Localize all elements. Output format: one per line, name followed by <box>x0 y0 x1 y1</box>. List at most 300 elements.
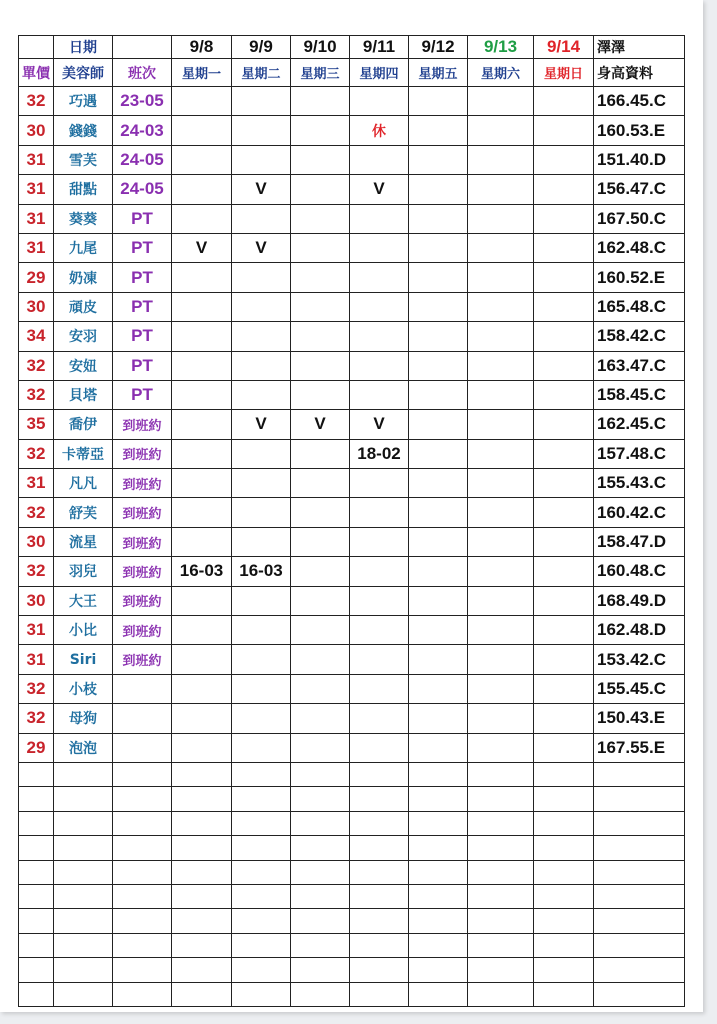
height-cell: 167.50.C <box>594 204 685 233</box>
empty-cell <box>594 933 685 957</box>
empty-cell <box>291 909 350 933</box>
empty-cell <box>232 933 291 957</box>
day-cell <box>172 145 232 174</box>
date-cell: 9/9 <box>232 36 291 59</box>
empty-cell <box>19 982 54 1006</box>
day-cell: V <box>172 233 232 262</box>
day-cell <box>534 116 594 145</box>
day-cell <box>468 616 534 645</box>
empty-cell <box>350 860 409 884</box>
empty-cell <box>350 836 409 860</box>
day-cell <box>534 733 594 762</box>
table-row <box>19 733 685 762</box>
stylist-name-cell: 頑皮 <box>54 292 113 321</box>
price-cell: 31 <box>19 175 54 204</box>
day-cell <box>350 704 409 733</box>
date-header-row <box>19 36 685 59</box>
day-cell <box>468 116 534 145</box>
empty-cell <box>534 811 594 835</box>
empty-cell <box>172 836 232 860</box>
shift-cell: 到班約 <box>113 439 172 468</box>
empty-cell <box>594 762 685 786</box>
day-cell <box>534 292 594 321</box>
empty-cell <box>350 811 409 835</box>
empty-cell <box>19 762 54 786</box>
day-cell <box>291 557 350 586</box>
empty-cell <box>468 933 534 957</box>
day-cell <box>350 351 409 380</box>
day-cell <box>291 175 350 204</box>
stylist-name-cell: 母狗 <box>54 704 113 733</box>
day-cell <box>468 674 534 703</box>
empty-cell <box>468 884 534 908</box>
price-cell: 32 <box>19 674 54 703</box>
empty-cell <box>594 982 685 1006</box>
day-cell <box>468 733 534 762</box>
day-cell <box>291 87 350 116</box>
height-cell: 162.48.C <box>594 233 685 262</box>
day-cell <box>350 145 409 174</box>
empty-cell <box>172 811 232 835</box>
empty-cell <box>54 933 113 957</box>
empty-cell <box>594 909 685 933</box>
day-cell <box>468 469 534 498</box>
empty-cell <box>409 933 468 957</box>
empty-cell <box>291 933 350 957</box>
day-cell <box>350 527 409 556</box>
empty-cell <box>350 787 409 811</box>
day-cell <box>409 145 468 174</box>
empty-cell <box>291 836 350 860</box>
empty-cell <box>54 762 113 786</box>
table-row <box>19 322 685 351</box>
empty-cell <box>468 762 534 786</box>
day-cell <box>409 439 468 468</box>
day-cell <box>232 498 291 527</box>
day-cell <box>291 263 350 292</box>
price-cell: 31 <box>19 204 54 233</box>
day-cell <box>291 645 350 674</box>
empty-cell <box>468 860 534 884</box>
day-cell <box>468 175 534 204</box>
table-row <box>19 527 685 556</box>
day-cell <box>409 380 468 409</box>
empty-cell <box>54 884 113 908</box>
day-cell <box>468 586 534 615</box>
day-cell <box>350 292 409 321</box>
table-row <box>19 498 685 527</box>
empty-cell <box>534 836 594 860</box>
height-cell: 162.48.D <box>594 616 685 645</box>
day-cell <box>350 87 409 116</box>
stylist-name-cell: 凡凡 <box>54 469 113 498</box>
day-cell <box>409 586 468 615</box>
date-cell: 9/10 <box>291 36 350 59</box>
weekday-cell: 星期三 <box>291 59 350 87</box>
day-cell <box>291 233 350 262</box>
day-cell <box>172 498 232 527</box>
empty-cell <box>350 762 409 786</box>
day-cell <box>350 733 409 762</box>
table-row <box>19 145 685 174</box>
day-cell <box>534 175 594 204</box>
day-cell <box>534 263 594 292</box>
day-cell <box>350 645 409 674</box>
day-cell <box>468 410 534 439</box>
day-cell <box>350 263 409 292</box>
stylist-name-cell: 甜點 <box>54 175 113 204</box>
price-cell: 32 <box>19 351 54 380</box>
price-cell: 32 <box>19 557 54 586</box>
day-cell <box>534 380 594 409</box>
empty-cell <box>172 884 232 908</box>
day-cell <box>468 557 534 586</box>
empty-cell <box>291 884 350 908</box>
stylist-name-cell: 大王 <box>54 586 113 615</box>
empty-cell <box>534 787 594 811</box>
empty-row <box>19 762 685 786</box>
day-cell <box>534 439 594 468</box>
day-cell <box>172 527 232 556</box>
day-cell <box>172 292 232 321</box>
day-cell <box>350 204 409 233</box>
empty-cell <box>409 982 468 1006</box>
empty-cell <box>534 762 594 786</box>
height-cell: 151.40.D <box>594 145 685 174</box>
height-label: 身高資料 <box>594 59 685 87</box>
empty-cell <box>291 860 350 884</box>
empty-cell <box>113 982 172 1006</box>
shift-cell: PT <box>113 204 172 233</box>
empty-cell <box>594 811 685 835</box>
day-cell <box>291 351 350 380</box>
day-cell <box>291 322 350 351</box>
height-cell: 160.52.E <box>594 263 685 292</box>
price-cell: 31 <box>19 616 54 645</box>
empty-cell <box>113 811 172 835</box>
empty-cell <box>232 958 291 982</box>
empty-row <box>19 982 685 1006</box>
day-cell <box>232 263 291 292</box>
height-cell: 160.53.E <box>594 116 685 145</box>
empty-cell <box>350 982 409 1006</box>
day-cell <box>291 380 350 409</box>
shift-cell: 24-05 <box>113 175 172 204</box>
table-row <box>19 439 685 468</box>
stylist-name-cell: 羽兒 <box>54 557 113 586</box>
empty-cell <box>468 787 534 811</box>
shift-cell: 到班約 <box>113 557 172 586</box>
height-cell: 165.48.C <box>594 292 685 321</box>
date-cell: 9/8 <box>172 36 232 59</box>
empty-cell <box>172 787 232 811</box>
day-cell <box>291 469 350 498</box>
empty-cell <box>54 958 113 982</box>
shift-cell: 到班約 <box>113 586 172 615</box>
empty-cell <box>232 787 291 811</box>
empty-cell <box>534 860 594 884</box>
price-cell: 31 <box>19 645 54 674</box>
table-row <box>19 175 685 204</box>
day-cell <box>534 645 594 674</box>
day-cell <box>468 351 534 380</box>
price-cell: 30 <box>19 527 54 556</box>
empty-row <box>19 860 685 884</box>
table-row <box>19 674 685 703</box>
empty-row <box>19 836 685 860</box>
day-cell <box>350 233 409 262</box>
table-row <box>19 87 685 116</box>
day-cell <box>232 145 291 174</box>
empty-cell <box>409 860 468 884</box>
empty-cell <box>19 811 54 835</box>
day-cell <box>409 498 468 527</box>
empty-cell <box>409 884 468 908</box>
table-row <box>19 351 685 380</box>
shift-cell: PT <box>113 292 172 321</box>
day-cell <box>409 322 468 351</box>
stylist-name-cell: 奶凍 <box>54 263 113 292</box>
day-cell <box>291 439 350 468</box>
day-cell <box>468 645 534 674</box>
empty-cell <box>409 909 468 933</box>
shift-cell: PT <box>113 233 172 262</box>
price-cell: 31 <box>19 469 54 498</box>
shift-cell: 23-05 <box>113 87 172 116</box>
day-cell <box>468 704 534 733</box>
day-cell <box>534 322 594 351</box>
empty-cell <box>350 933 409 957</box>
date-cell: 9/12 <box>409 36 468 59</box>
day-cell <box>172 469 232 498</box>
day-cell <box>232 380 291 409</box>
day-cell <box>291 292 350 321</box>
day-cell <box>534 557 594 586</box>
day-cell <box>172 351 232 380</box>
day-cell <box>172 616 232 645</box>
stylist-name-cell: 小比 <box>54 616 113 645</box>
empty-row <box>19 811 685 835</box>
shift-cell: PT <box>113 380 172 409</box>
empty-cell <box>54 982 113 1006</box>
day-cell <box>172 322 232 351</box>
day-cell <box>172 204 232 233</box>
stylist-name-cell: 小枝 <box>54 674 113 703</box>
empty-cell <box>113 762 172 786</box>
price-cell: 29 <box>19 263 54 292</box>
day-cell <box>409 616 468 645</box>
table-row <box>19 204 685 233</box>
shift-cell: 到班約 <box>113 410 172 439</box>
empty-cell <box>54 836 113 860</box>
price-cell: 30 <box>19 292 54 321</box>
table-row <box>19 469 685 498</box>
height-cell: 158.45.C <box>594 380 685 409</box>
day-cell <box>172 410 232 439</box>
price-cell: 32 <box>19 498 54 527</box>
height-cell: 150.43.E <box>594 704 685 733</box>
empty-cell <box>594 860 685 884</box>
day-cell <box>350 380 409 409</box>
day-cell: V <box>232 233 291 262</box>
day-cell <box>350 498 409 527</box>
empty-cell <box>19 836 54 860</box>
price-cell: 34 <box>19 322 54 351</box>
empty-cell <box>291 982 350 1006</box>
empty-row <box>19 933 685 957</box>
table-row <box>19 410 685 439</box>
empty-cell <box>468 982 534 1006</box>
day-cell <box>409 527 468 556</box>
empty-cell <box>113 836 172 860</box>
empty-cell <box>54 787 113 811</box>
shift-cell: 到班約 <box>113 645 172 674</box>
day-cell <box>468 233 534 262</box>
empty-cell <box>534 982 594 1006</box>
day-cell <box>232 527 291 556</box>
shift-cell: PT <box>113 322 172 351</box>
empty-cell <box>594 787 685 811</box>
price-cell: 31 <box>19 145 54 174</box>
stylist-name-cell: 卡蒂亞 <box>54 439 113 468</box>
empty-cell <box>534 958 594 982</box>
empty-cell <box>19 933 54 957</box>
price-cell: 35 <box>19 410 54 439</box>
day-cell <box>232 204 291 233</box>
day-cell <box>172 380 232 409</box>
empty-cell <box>54 860 113 884</box>
table-row <box>19 292 685 321</box>
empty-cell <box>350 884 409 908</box>
day-cell <box>468 292 534 321</box>
day-cell <box>409 263 468 292</box>
date-cell: 9/11 <box>350 36 409 59</box>
day-cell <box>468 87 534 116</box>
day-cell <box>534 469 594 498</box>
weekday-cell: 星期六 <box>468 59 534 87</box>
date-label: 日期 <box>54 36 113 59</box>
day-cell <box>468 145 534 174</box>
day-cell <box>534 351 594 380</box>
shift-cell: 到班約 <box>113 527 172 556</box>
day-cell <box>409 87 468 116</box>
date-cell: 9/13 <box>468 36 534 59</box>
shift-cell <box>113 733 172 762</box>
shift-cell: 24-03 <box>113 116 172 145</box>
shift-cell: 到班約 <box>113 616 172 645</box>
day-cell <box>232 704 291 733</box>
height-cell: 162.45.C <box>594 410 685 439</box>
empty-cell <box>534 884 594 908</box>
empty-row <box>19 958 685 982</box>
day-cell <box>468 263 534 292</box>
day-cell <box>409 233 468 262</box>
day-cell <box>291 498 350 527</box>
height-cell: 160.48.C <box>594 557 685 586</box>
empty-cell <box>113 787 172 811</box>
day-cell <box>291 704 350 733</box>
empty-cell <box>291 958 350 982</box>
empty-cell <box>232 762 291 786</box>
empty-cell <box>113 909 172 933</box>
day-cell <box>534 704 594 733</box>
day-cell <box>232 733 291 762</box>
height-cell: 157.48.C <box>594 439 685 468</box>
day-cell <box>409 204 468 233</box>
day-cell <box>172 645 232 674</box>
table-row <box>19 116 685 145</box>
day-cell <box>350 674 409 703</box>
day-cell <box>350 557 409 586</box>
day-cell <box>468 204 534 233</box>
day-cell: 18-02 <box>350 439 409 468</box>
height-cell: 156.47.C <box>594 175 685 204</box>
day-cell <box>291 674 350 703</box>
empty-cell <box>172 909 232 933</box>
table-row <box>19 586 685 615</box>
day-cell <box>232 645 291 674</box>
day-cell: 16-03 <box>232 557 291 586</box>
empty-cell <box>468 909 534 933</box>
day-cell <box>172 87 232 116</box>
person-name: 澤澤 <box>594 36 685 59</box>
day-cell <box>534 87 594 116</box>
day-cell <box>172 704 232 733</box>
table-row <box>19 380 685 409</box>
empty-cell <box>534 933 594 957</box>
day-cell: V <box>350 175 409 204</box>
empty-cell <box>113 884 172 908</box>
empty-cell <box>350 958 409 982</box>
stylist-label: 美容師 <box>54 59 113 87</box>
empty-cell <box>594 836 685 860</box>
empty-cell <box>172 933 232 957</box>
day-cell <box>232 116 291 145</box>
empty-row <box>19 787 685 811</box>
date-cell: 9/14 <box>534 36 594 59</box>
day-cell <box>291 527 350 556</box>
empty-cell <box>172 860 232 884</box>
height-cell: 168.49.D <box>594 586 685 615</box>
empty-cell <box>468 958 534 982</box>
day-cell <box>232 616 291 645</box>
empty-cell <box>291 787 350 811</box>
weekday-cell: 星期四 <box>350 59 409 87</box>
table-row <box>19 233 685 262</box>
day-cell <box>534 616 594 645</box>
stylist-name-cell: 巧遇 <box>54 87 113 116</box>
empty-cell <box>113 860 172 884</box>
day-cell <box>350 586 409 615</box>
height-cell: 158.42.C <box>594 322 685 351</box>
price-cell: 30 <box>19 586 54 615</box>
day-cell <box>350 322 409 351</box>
table-row <box>19 645 685 674</box>
day-cell <box>409 292 468 321</box>
empty-cell <box>409 787 468 811</box>
empty-row <box>19 884 685 908</box>
price-label: 單價 <box>19 59 54 87</box>
day-cell: V <box>291 410 350 439</box>
empty-cell <box>409 762 468 786</box>
stylist-name-cell: 九尾 <box>54 233 113 262</box>
day-cell <box>172 175 232 204</box>
weekday-cell: 星期日 <box>534 59 594 87</box>
price-cell: 29 <box>19 733 54 762</box>
header-blank <box>113 36 172 59</box>
day-cell <box>291 733 350 762</box>
height-cell: 153.42.C <box>594 645 685 674</box>
